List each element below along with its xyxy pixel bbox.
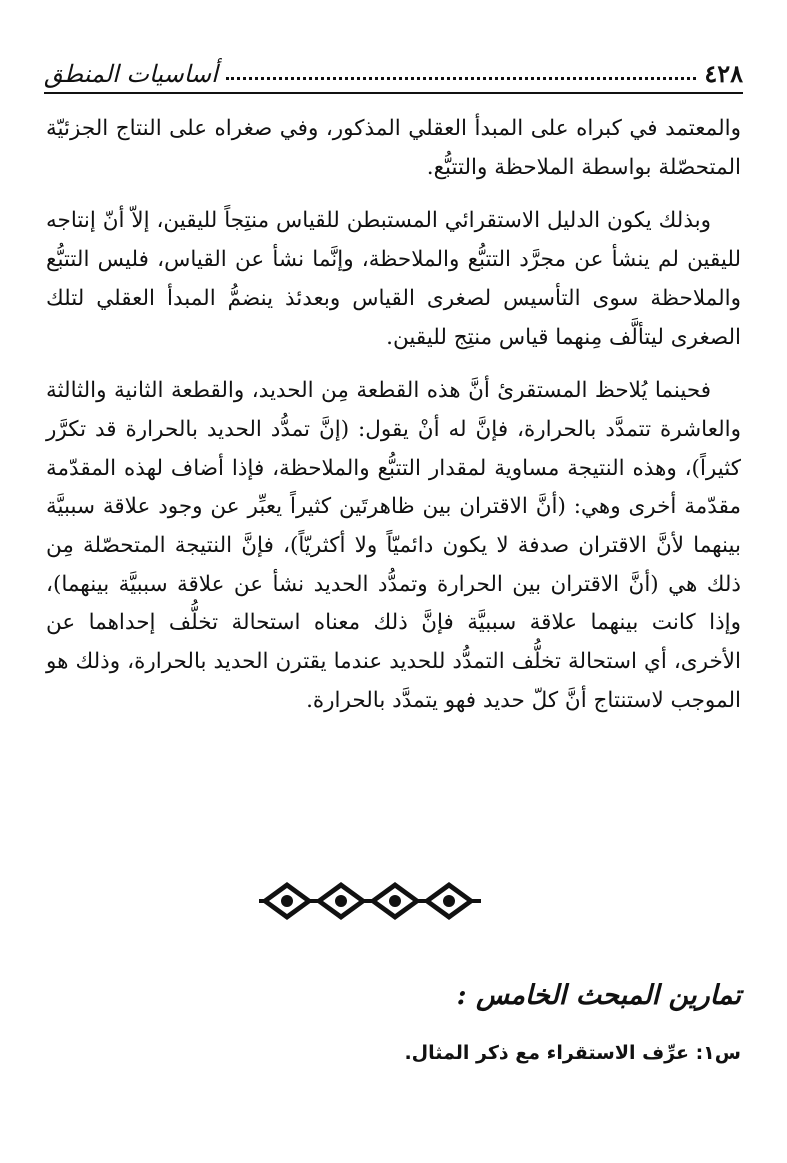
paragraph-3: فحينما يُلاحظ المستقرئ أنَّ هذه القطعة مِن الحديد، والقطعة الثانية والثالثة والعاشرة تتمدَّد بالحرارة، فإنَّ له أنْ يقول: (إنَّ تمدُّد الحديد بالحرارة قد تكرَّر كثيراً)، وهذه النتيجة مساوية لمقدار التتبُّع والملاحظة، فإذا أضاف لهذه المقدّمة مقدّمة أخرى وهي: (أنَّ الاقتران بين ظاهرتَين كثيراً يعبِّر عن وجود علاقة سببيَّة بينهما لأنَّ الاقتران صدفة لا يكون دائميّاً ولا أكثريّاً)، فإنَّ النتيجة المتحصّلة مِن ذلك هي (أنَّ الاقتران بين الحرارة وتمدُّد الحديد نشأ عن علاقة سببيَّة بينهما)، وإذا كانت بينهما علاقة سببيَّة فإنَّ ذلك معناه استحالة تخلُّف إحداهما عن الأخرى، أي استحالة تخلُّف التمدُّد للحديد عندما يقترن الحديد بالحرارة، وذلك هو الموجب لاستنتاج أنَّ كلّ حديد فهو يتمدَّد بالحرارة. bbox=[46, 378, 741, 713]
ornament-divider-icon bbox=[259, 880, 481, 922]
header-dot-leader bbox=[226, 77, 697, 80]
page-body bbox=[46, 110, 741, 736]
page-header bbox=[44, 42, 743, 94]
paragraph-1: والمعتمد في كبراه على المبدأ العقلي المذكور، وفي صغراه على النتاج الجزئيّة المتحصّلة بواسطة الملاحظة والتتبُّع. bbox=[46, 116, 741, 180]
page-number: ٤٢٨ bbox=[704, 59, 743, 88]
exercises-heading: تمارين المبحث الخامس : bbox=[456, 980, 741, 1011]
paragraph-2: وبذلك يكون الدليل الاستقرائي المستبطن للقياس منتِجاً لليقين، إلاّ أنّ إنتاجه لليقين لم ينشأ عن مجرَّد التتبُّع والملاحظة، وإنَّما نشأ عن القياس، فليس التتبُّع والملاحظة سوى التأسيس لصغرى القياس وبعدئذ ينضمُّ المبدأ العقلي لتلك الصغرى ليتألَّف مِنهما قياس منتِج لليقين. bbox=[46, 208, 741, 350]
book-title: أساسيات المنطق bbox=[44, 60, 218, 88]
ornament-link-1 bbox=[261, 882, 313, 920]
exercise-question-1: س١: عرِّف الاستقراء مع ذكر المثال. bbox=[404, 1042, 741, 1064]
